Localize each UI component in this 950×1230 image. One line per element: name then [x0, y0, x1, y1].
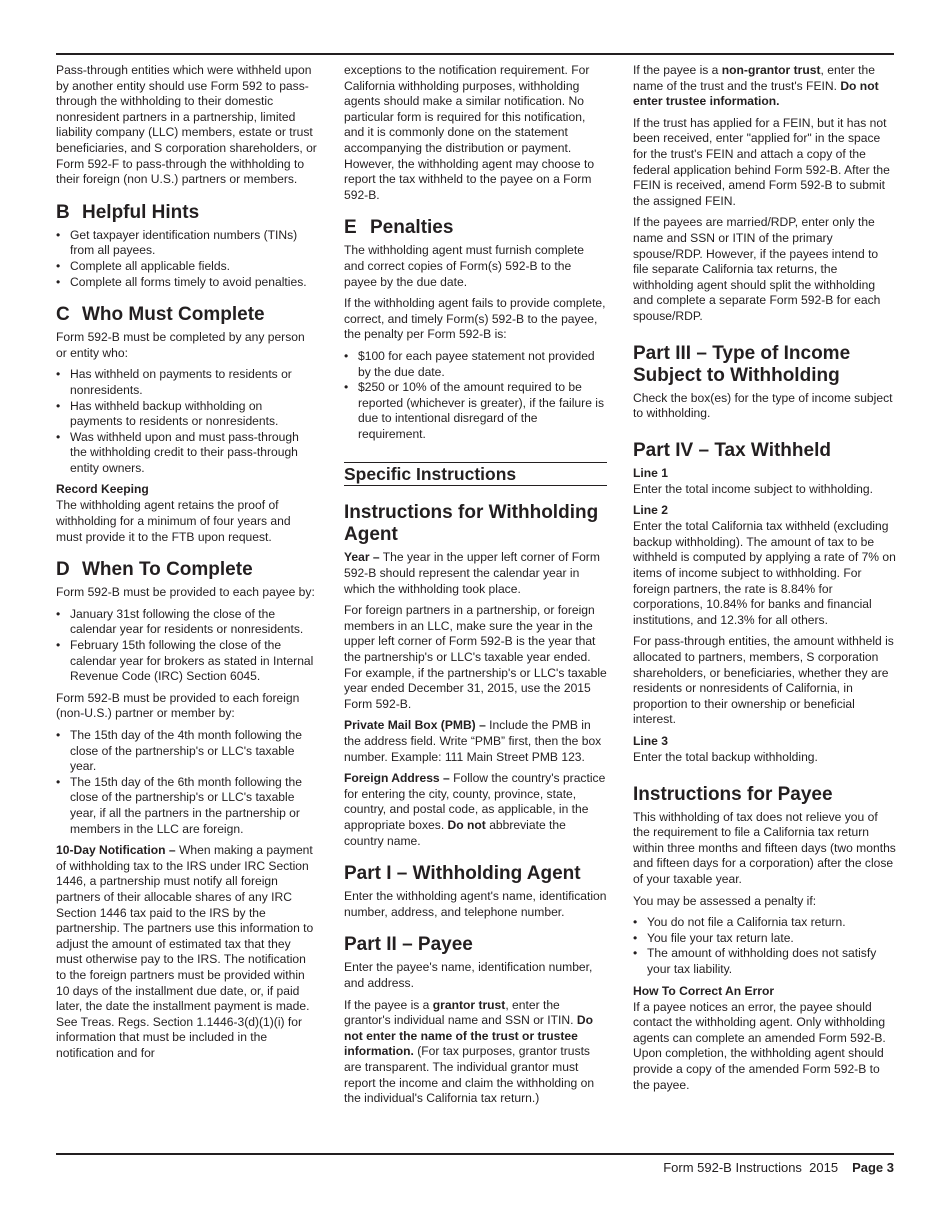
pmb-paragraph: Private Mail Box (PMB) – Include the PMB in the address field. Write “PMB” first, then the box number. Example: 111 Main Street PMB 123. — [344, 718, 602, 764]
specific-instructions-banner: Specific Instructions — [344, 462, 607, 486]
paragraph: The withholding agent retains the proof of withholding for a minimum of four years and must provide it to the FTB upon request. — [56, 498, 291, 544]
payee-penalty-list — [633, 915, 896, 977]
paragraph: Form 592-B must be provided to each foreign (non-U.S.) partner or member by: — [56, 690, 300, 721]
paragraph: If a payee notices an error, the payee should contact the withholding agent. Only withholding agents can complete an amended Form 592-B. Upon completion, the withholding agent should provide a copy of the amended Form 592-B to the payee. — [633, 999, 886, 1092]
section-b-heading: B Helpful Hints — [56, 201, 200, 223]
part-3-heading: Part III – Type of Income Subject to Withholding — [633, 342, 851, 386]
intro-paragraph: Pass-through entities which were withheld upon by another entity should use Form 592 to pass-through the withholding to their domestic nonresident partners in a partnership, limited liability company (LLC) members, estate or trust beneficiaries, and S corporation shareholders, or Form 592-F to pass-through the withholding to their foreign (non U.S.) partners or members. — [56, 63, 317, 187]
paragraph: exceptions to the notification requirement. For California withholding purposes, withholding agents should make a similar notification. No particular form is required for this notification, and it is commonly done on the statement accompanying the distribution or payment. However, the withholding agent may choose to report the tax withheld to the payee on a Form 592-B. — [344, 63, 595, 202]
correct-error-heading: How To Correct An Error — [633, 983, 775, 998]
list-item: • January 31st following the close of the calendar year for residents or nonresidents. — [56, 607, 318, 638]
foreign-address-paragraph: Foreign Address – Follow the country's practice for entering the city, county, province, state, country, and postal code, as applicable, in the appropriate boxes. Do not abbreviate the country name. — [344, 771, 606, 848]
list-item: • The amount of withholding does not satisfy your tax liability. — [633, 946, 896, 977]
list-item: • You file your tax return late. — [633, 931, 896, 947]
paragraph: For pass-through entities, the amount withheld is allocated to partners, members, S corporation shareholders, or beneficiaries, whether they are residents or nonresidents of California, in proportion to their ownership or beneficial interest. — [633, 634, 894, 727]
list-item: • $250 or 10% of the amount required to be reported (whichever is greater), if the failure is due to intentional disregard of the requirement. — [344, 380, 607, 442]
part-1-heading: Part I – Withholding Agent — [344, 863, 581, 885]
paragraph: Enter the total income subject to withholding. — [633, 481, 873, 496]
record-keeping-heading: Record Keeping — [56, 482, 149, 497]
paragraph: If the withholding agent fails to provide complete, correct, and timely Form(s) 592-B to the payee, the penalty per Form 592-B is: — [344, 296, 606, 342]
foreign-deadline-list — [56, 728, 318, 837]
paragraph: Form 592-B must be provided to each payee by: — [56, 585, 315, 600]
page-footer — [663, 1159, 894, 1177]
notification-paragraph: 10-Day Notification – When making a payment of withholding tax to the IRS under IRC Section 1446, a partnership must notify all foreign partners of their allocable shares of any IRC Section 1446 tax paid to the IRS by the partnership. The partners use this information to adjust the amount of estimated tax that they must otherwise pay to the IRS. The notification to the foreign partners must be provided within 10 days of the installment due date, or, if paid later, the date the installment payment is made. See Treas. Regs. Section 1.1446-3(d)(1)(i) for information that must be included in the notification and for — [56, 843, 314, 1060]
list-item: • Complete all applicable fields. — [56, 259, 318, 275]
paragraph: Enter the total California tax withheld (excluding backup withholding). The amount of tax to be withheld is computed by applying a rate of 7% on items of income subject to withholding. For foreign partners, the rate is 8.84% for corporations, 10.84% for banks and financial institutions, and 12.3% for all others. — [633, 519, 896, 627]
paragraph: This withholding of tax does not relieve you of the requirement to file a California tax return within three months and fifteen days (two months and fifteen days for a corporation) after the close of your taxable year. — [633, 809, 896, 886]
section-d-heading: D When To Complete — [56, 559, 253, 581]
list-item: • Complete all forms timely to avoid penalties. — [56, 275, 318, 291]
paragraph: Enter the payee's name, identification number, and address. — [344, 960, 593, 990]
who-must-complete-list — [56, 367, 318, 476]
paragraph: If the payees are married/RDP, enter only the name and SSN or ITIN of the primary spouse/RDP. However, if the payees intend to file separate California tax returns, the withholding agent should split the withholding and complete a separate Form 592-B for each spouse/RDP. — [633, 215, 881, 323]
part-4-heading: Part IV – Tax Withheld — [633, 439, 831, 461]
list-item: • $100 for each payee statement not provided by the due date. — [344, 349, 607, 380]
bottom-rule — [56, 1153, 894, 1155]
list-item: • Has withheld backup withholding on payments to residents or nonresidents. — [56, 399, 318, 430]
list-item: • Get taxpayer identification numbers (TINs) from all payees. — [56, 228, 318, 259]
payee-instructions-heading: Instructions for Payee — [633, 783, 833, 805]
penalties-list — [344, 349, 607, 443]
page-number: Page 3 — [852, 1160, 894, 1175]
paragraph: Form 592-B must be completed by any person or entity who: — [56, 330, 305, 360]
part-2-heading: Part II – Payee — [344, 934, 473, 956]
grantor-trust-paragraph: If the payee is a grantor trust, enter the grantor's individual name and SSN or ITIN. Do not enter the name of the trust or trustee information. (For tax purposes, grantor trusts are transparent. The individual grantor must report the income and claim the withholding on the individual's California tax return.) — [344, 997, 595, 1106]
footer-form-title: Form 592-B Instructions 2015 — [663, 1160, 839, 1175]
line-1-label: Line 1 — [633, 465, 668, 480]
withholding-agent-heading: Instructions for Withholding Agent — [344, 502, 599, 546]
section-e-heading: E Penalties — [344, 217, 454, 239]
list-item: • Was withheld upon and must pass-through the withholding credit to their pass-through entity owners. — [56, 430, 318, 477]
line-2-label: Line 2 — [633, 503, 668, 518]
paragraph: Check the box(es) for the type of income subject to withholding. — [633, 390, 893, 421]
paragraph: You may be assessed a penalty if: — [633, 893, 817, 908]
list-item: • February 15th following the close of the calendar year for brokers as stated in Internal Revenue Code (IRC) Section 6045. — [56, 638, 318, 685]
list-item: • The 15th day of the 6th month following the close of the partnership's or LLC's taxable year, if all the partners in the partnership or members in the LLC are foreign. — [56, 775, 318, 837]
column-3 — [633, 63, 896, 1099]
paragraph: If the trust has applied for a FEIN, but it has not been received, enter "applied for" in the space for the trust's FEIN and attach a copy of the federal application behind Form 592-B. After the FEIN is received, amend Form 592-B to submit the assigned FEIN. — [633, 115, 890, 208]
list-item: • Has withheld on payments to residents or nonresidents. — [56, 367, 318, 398]
list-item: • The 15th day of the 4th month following the close of the partnership's or LLC's taxable year. — [56, 728, 318, 775]
column-1 — [56, 63, 318, 1067]
paragraph: Enter the total backup withholding. — [633, 750, 818, 764]
section-c-heading: C Who Must Complete — [56, 304, 265, 326]
paragraph: For foreign partners in a partnership, or foreign members in an LLC, make sure the year in the upper left corner of Form 592-B is the year that the partnership's or LLC's taxable year ended. For example, if the partnership's or LLC's taxable year ended December 31, 2015, use the 2015 Form 592-B. — [344, 603, 607, 711]
line-3-label: Line 3 — [633, 734, 668, 748]
year-paragraph: Year – The year in the upper left corner of Form 592-B should represent the calendar year in which the withholding took place. — [344, 550, 600, 596]
when-to-complete-list — [56, 607, 318, 685]
column-2 — [344, 63, 607, 1113]
list-item: • You do not file a California tax return. — [633, 915, 896, 931]
paragraph: The withholding agent must furnish complete and correct copies of Form(s) 592-B to the payee by the due date. — [344, 243, 584, 289]
non-grantor-trust-paragraph: If the payee is a non-grantor trust, enter the name of the trust and the trust's FEIN. Do not enter trustee information. — [633, 63, 879, 109]
paragraph: Enter the withholding agent's name, identification number, address, and telephone number. — [344, 889, 607, 919]
helpful-hints-list — [56, 228, 318, 290]
top-rule — [56, 53, 894, 55]
